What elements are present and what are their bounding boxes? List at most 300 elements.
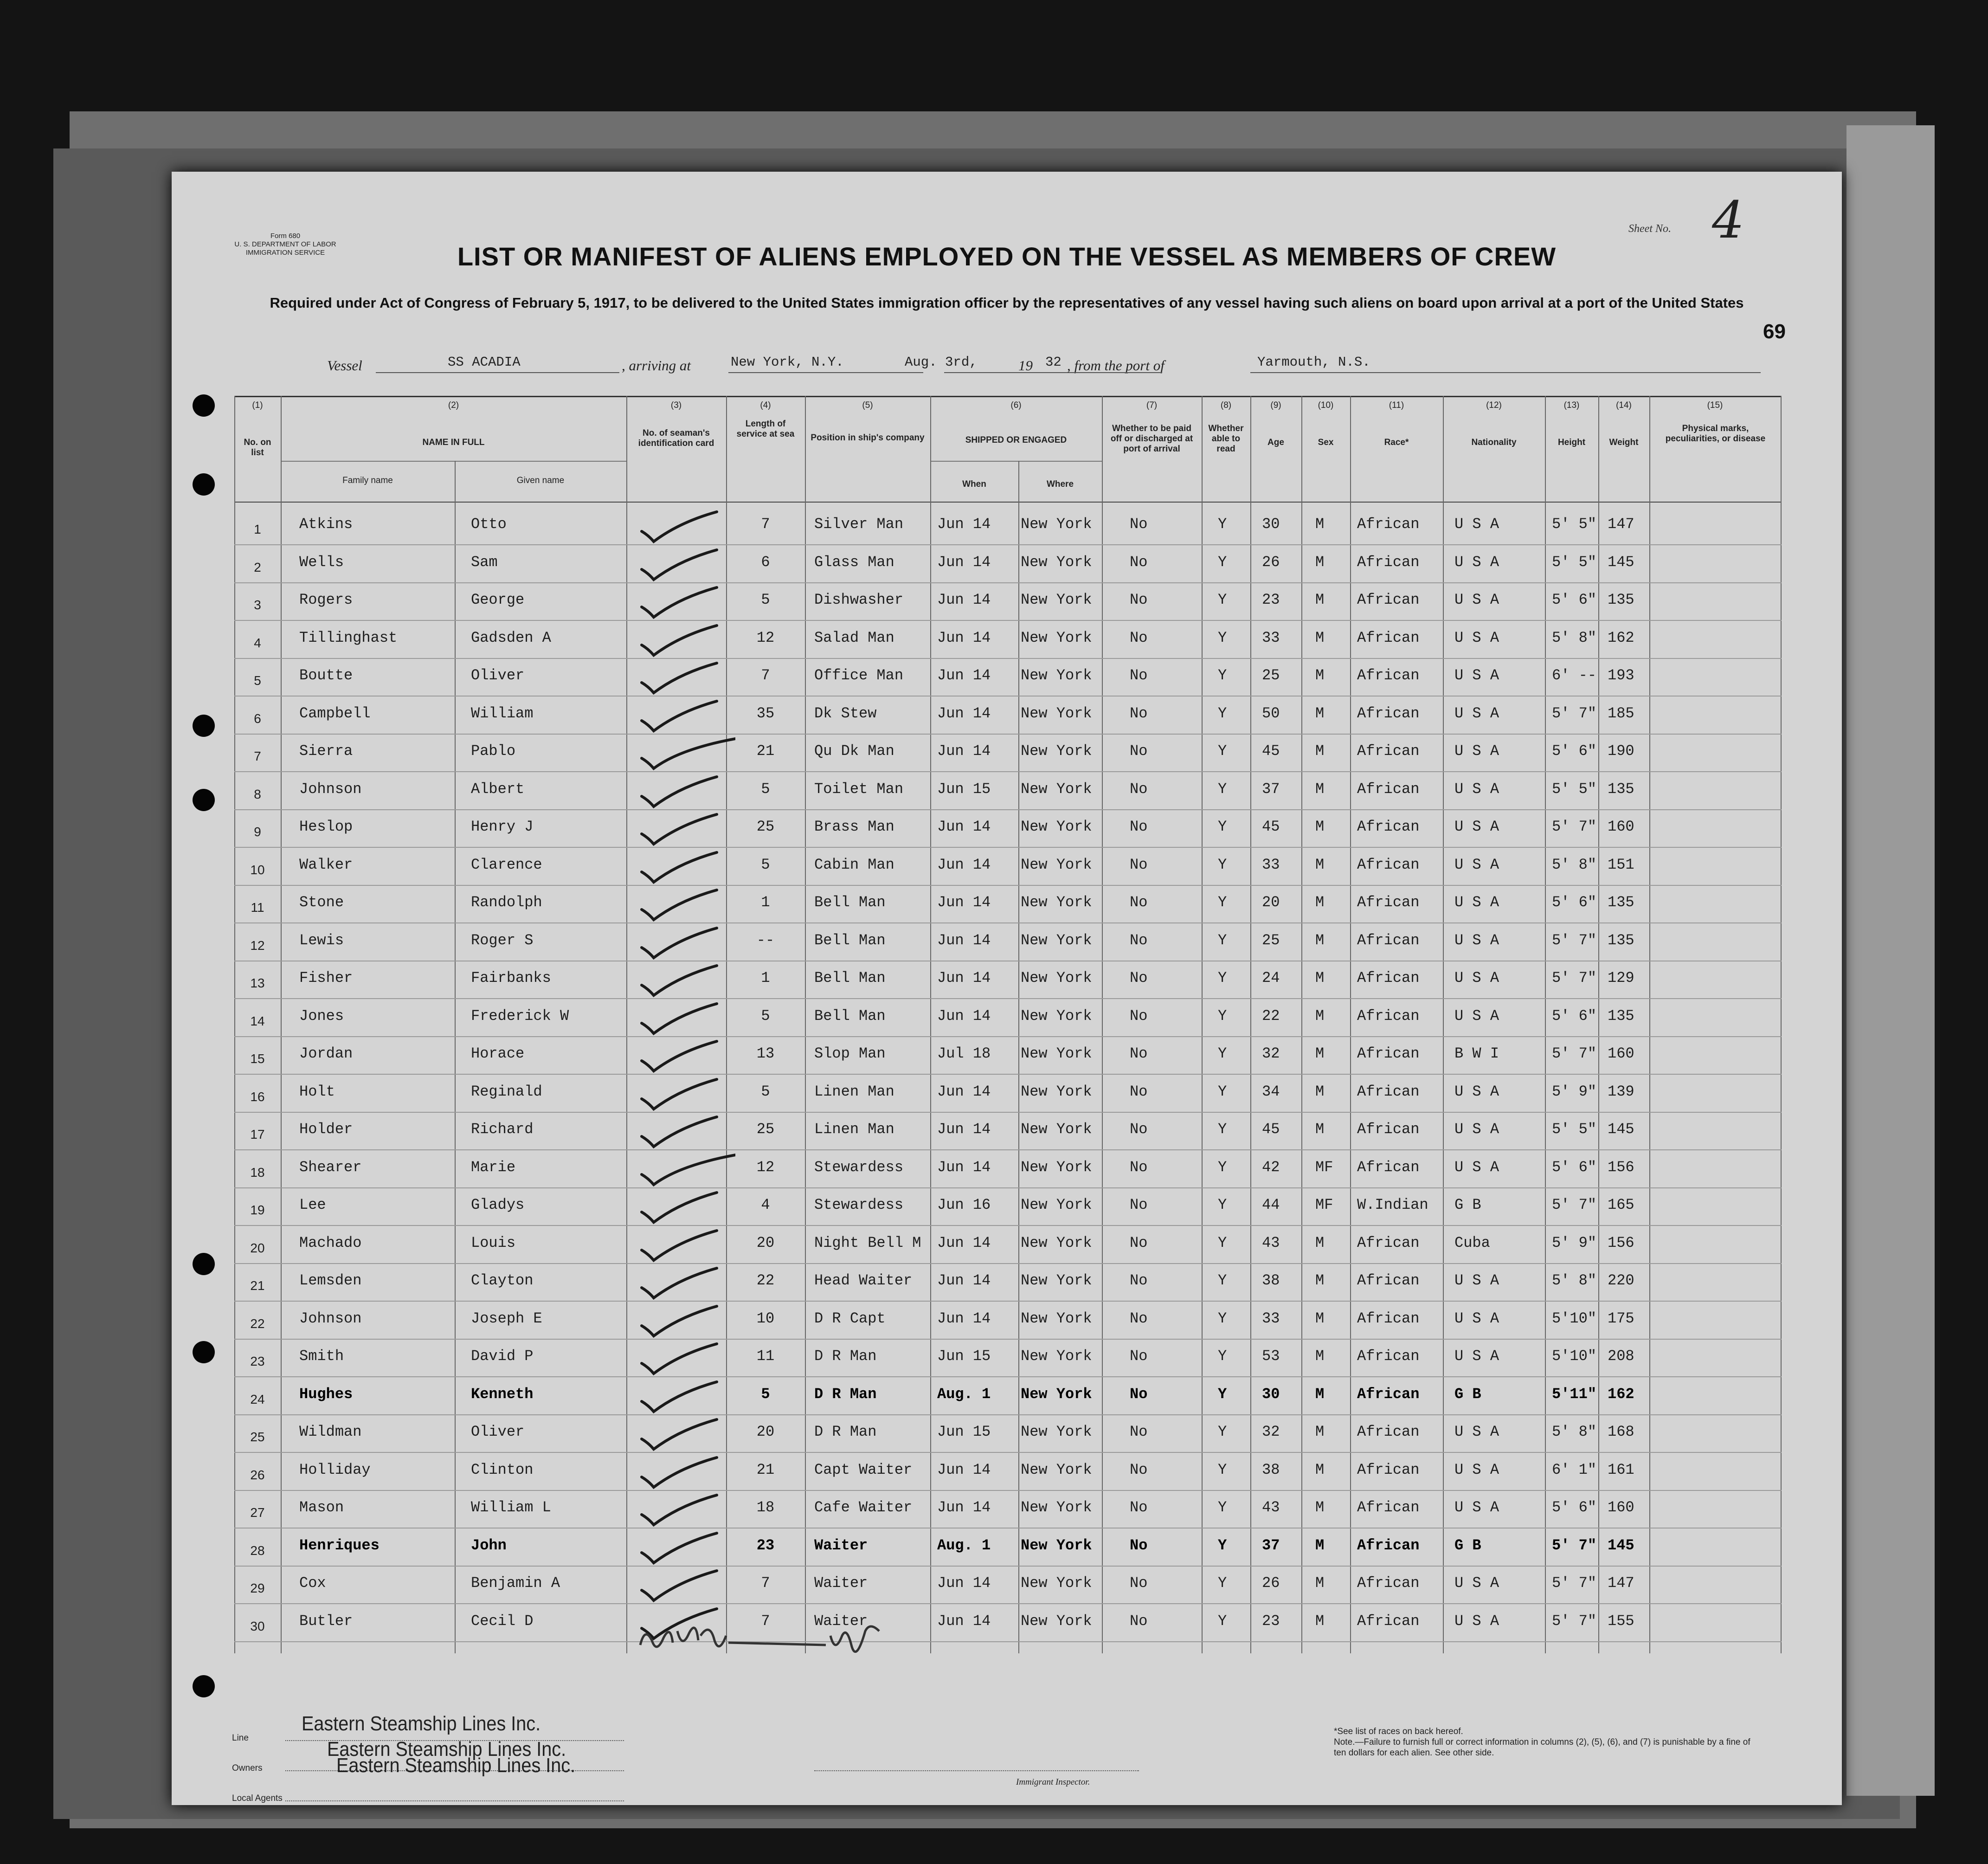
able-to-read: Y bbox=[1218, 1574, 1227, 1592]
shipped-where: New York bbox=[1021, 894, 1092, 911]
table-row bbox=[234, 1226, 1782, 1264]
col-num-9: (9) bbox=[1270, 400, 1281, 410]
height: 5'10" bbox=[1552, 1309, 1597, 1327]
check-mark-icon bbox=[638, 1491, 735, 1529]
family-name: Jones bbox=[299, 1007, 344, 1025]
name-subrule bbox=[281, 461, 626, 462]
race: African bbox=[1357, 818, 1420, 835]
length-of-service: 35 bbox=[756, 704, 775, 722]
paid-off: No bbox=[1130, 1348, 1148, 1365]
sheet-label: Sheet No. bbox=[1628, 223, 1671, 235]
shipped-where: New York bbox=[1021, 1536, 1092, 1554]
page-subtitle: Required under Act of Congress of February 5, 1917, to be delivered to the United States immigration officer by the representatives of any vessel having such aliens on board upon arrival at a port of the United States bbox=[270, 295, 1744, 311]
race: African bbox=[1357, 1083, 1420, 1100]
able-to-read: Y bbox=[1218, 818, 1227, 835]
table-row bbox=[234, 1264, 1782, 1302]
header-family-name: Family name bbox=[342, 476, 393, 485]
table-row bbox=[234, 734, 1782, 772]
able-to-read: Y bbox=[1218, 1309, 1227, 1327]
shipped-where: New York bbox=[1021, 1083, 1092, 1100]
paid-off: No bbox=[1130, 742, 1148, 760]
inspector-rule bbox=[814, 1770, 1139, 1771]
punch-hole bbox=[193, 715, 215, 737]
position: Linen Man bbox=[814, 1121, 894, 1138]
table-row bbox=[234, 1566, 1782, 1604]
given-name: Cecil D bbox=[471, 1612, 534, 1630]
table-row bbox=[234, 1112, 1782, 1150]
table-row bbox=[234, 1075, 1782, 1113]
shipped-when: Jun 14 bbox=[937, 1007, 991, 1025]
check-mark-icon bbox=[638, 1076, 735, 1113]
race: W.Indian bbox=[1357, 1196, 1428, 1213]
shipped-where: New York bbox=[1021, 1007, 1092, 1025]
row-number: 24 bbox=[250, 1392, 265, 1406]
position: Slop Man bbox=[814, 1045, 886, 1062]
col-num-5: (5) bbox=[862, 400, 873, 410]
race: African bbox=[1357, 742, 1420, 760]
family-name: Lewis bbox=[299, 931, 344, 949]
header-able-read: Whether able to read bbox=[1208, 424, 1244, 454]
row-number: 15 bbox=[250, 1051, 265, 1066]
able-to-read: Y bbox=[1218, 894, 1227, 911]
given-name: David P bbox=[471, 1348, 534, 1365]
family-name: Tillinghast bbox=[299, 629, 398, 646]
age: 33 bbox=[1262, 629, 1280, 646]
table-row bbox=[234, 658, 1782, 697]
check-mark-icon bbox=[638, 1416, 735, 1453]
able-to-read: Y bbox=[1218, 1158, 1227, 1176]
row-number: 11 bbox=[251, 900, 264, 915]
sex: M bbox=[1315, 1083, 1325, 1100]
age: 38 bbox=[1262, 1272, 1280, 1289]
header-when: When bbox=[962, 479, 986, 489]
row-number: 12 bbox=[250, 938, 265, 953]
sex: M bbox=[1315, 1385, 1325, 1403]
height: 5' 9" bbox=[1552, 1083, 1597, 1100]
sex: M bbox=[1315, 969, 1325, 987]
position: Toilet Man bbox=[814, 780, 904, 798]
shipped-when: Jun 14 bbox=[937, 1612, 991, 1630]
family-name: Lemsden bbox=[299, 1272, 362, 1289]
check-mark-icon bbox=[638, 1378, 735, 1415]
height: 5' 7" bbox=[1552, 969, 1597, 987]
given-name: Frederick W bbox=[471, 1007, 569, 1025]
nationality: U S A bbox=[1454, 1574, 1499, 1592]
paid-off: No bbox=[1130, 553, 1148, 571]
sex: M bbox=[1315, 591, 1325, 608]
age: 44 bbox=[1262, 1196, 1280, 1213]
length-of-service: 5 bbox=[761, 1083, 770, 1100]
shipped-when: Aug. 1 bbox=[937, 1536, 991, 1554]
able-to-read: Y bbox=[1218, 1499, 1227, 1516]
able-to-read: Y bbox=[1218, 1234, 1227, 1251]
vessel-label: Vessel bbox=[327, 357, 362, 374]
nationality: B W I bbox=[1454, 1045, 1499, 1062]
weight: 156 bbox=[1608, 1234, 1634, 1251]
length-of-service: 21 bbox=[756, 1461, 775, 1478]
given-name: Sam bbox=[471, 553, 498, 571]
year-prefix: 19 bbox=[1018, 357, 1033, 374]
able-to-read: Y bbox=[1218, 1007, 1227, 1025]
shipped-when: Jun 14 bbox=[937, 1574, 991, 1592]
position: Head Waiter bbox=[814, 1272, 913, 1289]
arriving-underline bbox=[728, 372, 923, 373]
height: 5' 7" bbox=[1552, 818, 1597, 835]
length-of-service: 12 bbox=[756, 629, 775, 646]
given-name: Otto bbox=[471, 516, 507, 533]
race: African bbox=[1357, 1348, 1420, 1365]
check-mark-icon bbox=[638, 1151, 735, 1188]
paid-off: No bbox=[1130, 894, 1148, 911]
age: 25 bbox=[1262, 667, 1280, 684]
header-length-service: Length of service at sea bbox=[736, 419, 795, 439]
header-no-on-list: No. on list bbox=[244, 438, 271, 458]
row-number: 23 bbox=[250, 1354, 265, 1368]
family-name: Heslop bbox=[299, 818, 353, 835]
weight: 155 bbox=[1608, 1612, 1634, 1630]
position: D R Man bbox=[814, 1423, 877, 1440]
paid-off: No bbox=[1130, 1612, 1148, 1630]
given-name: Gadsden A bbox=[471, 629, 551, 646]
shipped-where: New York bbox=[1021, 629, 1092, 646]
shipped-where: New York bbox=[1021, 1196, 1092, 1213]
sex: M bbox=[1315, 516, 1325, 533]
position: Office Man bbox=[814, 667, 904, 684]
check-mark-icon bbox=[638, 1567, 735, 1604]
sex: M bbox=[1315, 1612, 1325, 1630]
nationality: U S A bbox=[1454, 742, 1499, 760]
arrival-date: Aug. 3rd, bbox=[905, 355, 978, 370]
position: Cafe Waiter bbox=[814, 1499, 913, 1516]
age: 53 bbox=[1262, 1348, 1280, 1365]
family-name: Wildman bbox=[299, 1423, 362, 1440]
crew-table bbox=[234, 396, 1782, 1653]
height: 5' 7" bbox=[1552, 931, 1597, 949]
height: 5' 6" bbox=[1552, 742, 1597, 760]
given-name: Pablo bbox=[471, 742, 516, 760]
weight: 161 bbox=[1608, 1461, 1634, 1478]
length-of-service: -- bbox=[756, 931, 775, 949]
nationality: U S A bbox=[1454, 1348, 1499, 1365]
family-name: Hughes bbox=[299, 1385, 353, 1403]
header-nationality: Nationality bbox=[1471, 438, 1517, 447]
col-num-6: (6) bbox=[1010, 400, 1022, 410]
weight: 185 bbox=[1608, 704, 1634, 722]
row-number: 1 bbox=[254, 522, 261, 536]
paid-off: No bbox=[1130, 856, 1148, 873]
row-number: 21 bbox=[250, 1278, 265, 1293]
sex: M bbox=[1315, 856, 1325, 873]
able-to-read: Y bbox=[1218, 629, 1227, 646]
shipped-when: Jun 14 bbox=[937, 742, 991, 760]
weight: 156 bbox=[1608, 1158, 1634, 1176]
position: Bell Man bbox=[814, 894, 886, 911]
shipped-when: Jun 14 bbox=[937, 931, 991, 949]
col-num-7: (7) bbox=[1146, 400, 1158, 410]
family-name: Holliday bbox=[299, 1461, 371, 1478]
paid-off: No bbox=[1130, 1007, 1148, 1025]
table-row bbox=[234, 999, 1782, 1037]
height: 6' -- bbox=[1552, 667, 1597, 684]
shipped-where: New York bbox=[1021, 1272, 1092, 1289]
given-name: Gladys bbox=[471, 1196, 525, 1213]
shipped-when: Jul 18 bbox=[937, 1045, 991, 1062]
table-row bbox=[234, 1339, 1782, 1377]
shipped-where: New York bbox=[1021, 1499, 1092, 1516]
footnotes bbox=[1334, 1726, 1761, 1758]
position: Dishwasher bbox=[814, 591, 904, 608]
nationality: U S A bbox=[1454, 667, 1499, 684]
height: 5' 6" bbox=[1552, 1499, 1597, 1516]
age: 34 bbox=[1262, 1083, 1280, 1100]
shipped-when: Jun 14 bbox=[937, 969, 991, 987]
position: Glass Man bbox=[814, 553, 894, 571]
given-name: William bbox=[471, 704, 534, 722]
check-mark-icon bbox=[638, 1340, 735, 1377]
nationality: U S A bbox=[1454, 591, 1499, 608]
given-name: Fairbanks bbox=[471, 969, 551, 987]
able-to-read: Y bbox=[1218, 742, 1227, 760]
punch-hole bbox=[193, 1253, 215, 1275]
weight: 162 bbox=[1608, 629, 1634, 646]
nationality: U S A bbox=[1454, 818, 1499, 835]
header-where: Where bbox=[1046, 479, 1074, 489]
race: African bbox=[1357, 856, 1420, 873]
nationality: U S A bbox=[1454, 894, 1499, 911]
race: African bbox=[1357, 1385, 1420, 1403]
header-height: Height bbox=[1557, 438, 1586, 447]
family-name: Machado bbox=[299, 1234, 362, 1251]
weight: 145 bbox=[1608, 553, 1634, 571]
given-name: Clinton bbox=[471, 1461, 534, 1478]
table-row bbox=[234, 583, 1782, 621]
from-label: , from the port of bbox=[1067, 357, 1164, 374]
family-name: Shearer bbox=[299, 1158, 362, 1176]
col-num-8: (8) bbox=[1220, 400, 1232, 410]
length-of-service: 22 bbox=[756, 1272, 775, 1289]
race: African bbox=[1357, 780, 1420, 798]
shipped-when: Jun 14 bbox=[937, 667, 991, 684]
weight: 165 bbox=[1608, 1196, 1634, 1213]
paid-off: No bbox=[1130, 1385, 1148, 1403]
shipped-when: Jun 14 bbox=[937, 1121, 991, 1138]
shipped-when: Jun 14 bbox=[937, 516, 991, 533]
sex: M bbox=[1315, 1461, 1325, 1478]
race: African bbox=[1357, 1499, 1420, 1516]
height: 5' 7" bbox=[1552, 1536, 1597, 1554]
weight: 139 bbox=[1608, 1083, 1634, 1100]
position: Cabin Man bbox=[814, 856, 894, 873]
line-label: Line bbox=[232, 1733, 249, 1743]
check-mark-icon bbox=[638, 1113, 735, 1150]
age: 43 bbox=[1262, 1234, 1280, 1251]
height: 5' 8" bbox=[1552, 629, 1597, 646]
sex: M bbox=[1315, 1272, 1325, 1289]
age: 45 bbox=[1262, 1121, 1280, 1138]
family-name: Henriques bbox=[299, 1536, 380, 1554]
table-top-rule bbox=[234, 396, 1782, 397]
race: African bbox=[1357, 704, 1420, 722]
check-mark-icon bbox=[638, 886, 735, 923]
arriving-label: , arriving at bbox=[622, 357, 691, 374]
given-name: John bbox=[471, 1536, 507, 1554]
table-row bbox=[234, 1377, 1782, 1415]
year-underline bbox=[1060, 372, 1086, 373]
col-num-4: (4) bbox=[760, 400, 771, 410]
owners-signature-overlap: Eastern Steamship Lines Inc. bbox=[336, 1754, 576, 1777]
table-row bbox=[234, 1490, 1782, 1529]
weight: 135 bbox=[1608, 931, 1634, 949]
punch-hole bbox=[193, 1341, 215, 1363]
able-to-read: Y bbox=[1218, 704, 1227, 722]
position: Brass Man bbox=[814, 818, 894, 835]
family-name: Rogers bbox=[299, 591, 353, 608]
sex: MF bbox=[1315, 1196, 1333, 1213]
check-mark-icon bbox=[638, 773, 735, 810]
table-row bbox=[234, 923, 1782, 961]
line-signature: Eastern Steamship Lines Inc. bbox=[302, 1712, 541, 1735]
age: 43 bbox=[1262, 1499, 1280, 1516]
length-of-service: 21 bbox=[756, 742, 775, 760]
position: Salad Man bbox=[814, 629, 894, 646]
sex: M bbox=[1315, 894, 1325, 911]
weight: 190 bbox=[1608, 742, 1634, 760]
age: 50 bbox=[1262, 704, 1280, 722]
weight: 193 bbox=[1608, 667, 1634, 684]
height: 5'11" bbox=[1552, 1385, 1597, 1403]
sex: M bbox=[1315, 1121, 1325, 1138]
able-to-read: Y bbox=[1218, 969, 1227, 987]
family-name: Fisher bbox=[299, 969, 353, 987]
nationality: U S A bbox=[1454, 856, 1499, 873]
row-number: 6 bbox=[254, 711, 261, 726]
race: African bbox=[1357, 931, 1420, 949]
check-mark-icon bbox=[638, 849, 735, 886]
service: IMMIGRATION SERVICE bbox=[245, 249, 325, 257]
race: African bbox=[1357, 629, 1420, 646]
length-of-service: 23 bbox=[756, 1536, 775, 1554]
nationality: U S A bbox=[1454, 629, 1499, 646]
paid-off: No bbox=[1130, 1423, 1148, 1440]
race: African bbox=[1357, 553, 1420, 571]
position: Bell Man bbox=[814, 969, 886, 987]
col-num-11: (11) bbox=[1389, 400, 1404, 410]
shipped-where: New York bbox=[1021, 667, 1092, 684]
shipped-when: Jun 14 bbox=[937, 704, 991, 722]
shipped-where: New York bbox=[1021, 591, 1092, 608]
owners-signature: Eastern Steamship Lines Inc. bbox=[327, 1738, 566, 1761]
check-mark-icon bbox=[638, 962, 735, 999]
sex: MF bbox=[1315, 1158, 1333, 1176]
age: 23 bbox=[1262, 591, 1280, 608]
check-mark-icon bbox=[638, 1189, 735, 1226]
age: 30 bbox=[1262, 1385, 1280, 1403]
able-to-read: Y bbox=[1218, 516, 1227, 533]
given-name: Marie bbox=[471, 1158, 516, 1176]
height: 5' 7" bbox=[1552, 1574, 1597, 1592]
age: 45 bbox=[1262, 742, 1280, 760]
shipped-when: Jun 14 bbox=[937, 1309, 991, 1327]
race: African bbox=[1357, 667, 1420, 684]
row-number: 19 bbox=[250, 1203, 265, 1217]
able-to-read: Y bbox=[1218, 1196, 1227, 1213]
nationality: U S A bbox=[1454, 516, 1499, 533]
shipped-when: Jun 14 bbox=[937, 1461, 991, 1478]
shipped-where: New York bbox=[1021, 1461, 1092, 1478]
shipped-when: Jun 15 bbox=[937, 1423, 991, 1440]
family-name: Butler bbox=[299, 1612, 353, 1630]
row-number: 9 bbox=[254, 825, 261, 839]
age: 22 bbox=[1262, 1007, 1280, 1025]
height: 5' 6" bbox=[1552, 894, 1597, 911]
length-of-service: 1 bbox=[761, 969, 770, 987]
row-number: 7 bbox=[254, 749, 261, 763]
position: Waiter bbox=[814, 1574, 868, 1592]
weight: 135 bbox=[1608, 591, 1634, 608]
height: 5' 7" bbox=[1552, 1612, 1597, 1630]
length-of-service: 5 bbox=[761, 856, 770, 873]
family-name: Campbell bbox=[299, 704, 371, 722]
nationality: U S A bbox=[1454, 969, 1499, 987]
check-mark-icon bbox=[638, 659, 735, 697]
shipped-when: Jun 14 bbox=[937, 1083, 991, 1100]
table-row bbox=[234, 1150, 1782, 1188]
row-number: 18 bbox=[250, 1165, 265, 1180]
age: 25 bbox=[1262, 931, 1280, 949]
length-of-service: 18 bbox=[756, 1499, 775, 1516]
nationality: U S A bbox=[1454, 1309, 1499, 1327]
punch-hole bbox=[193, 789, 215, 811]
shipped-when: Jun 14 bbox=[937, 553, 991, 571]
sex: M bbox=[1315, 780, 1325, 798]
shipped-when: Jun 14 bbox=[937, 856, 991, 873]
weight: 175 bbox=[1608, 1309, 1634, 1327]
paid-off: No bbox=[1130, 1499, 1148, 1516]
position: Silver Man bbox=[814, 516, 904, 533]
row-number: 20 bbox=[250, 1240, 265, 1255]
age: 30 bbox=[1262, 516, 1280, 533]
nationality: U S A bbox=[1454, 1461, 1499, 1478]
sex: M bbox=[1315, 704, 1325, 722]
able-to-read: Y bbox=[1218, 667, 1227, 684]
race: African bbox=[1357, 1007, 1420, 1025]
able-to-read: Y bbox=[1218, 1385, 1227, 1403]
shipped-where: New York bbox=[1021, 1574, 1092, 1592]
paid-off: No bbox=[1130, 969, 1148, 987]
race: African bbox=[1357, 1158, 1420, 1176]
nationality: U S A bbox=[1454, 1612, 1499, 1630]
form-number: Form 680 bbox=[270, 232, 301, 240]
table-row bbox=[234, 1302, 1782, 1340]
able-to-read: Y bbox=[1218, 591, 1227, 608]
weight: 160 bbox=[1608, 1499, 1634, 1516]
age: 45 bbox=[1262, 818, 1280, 835]
position: Waiter bbox=[814, 1612, 868, 1630]
table-row bbox=[234, 810, 1782, 848]
races-note: *See list of races on back hereof. bbox=[1334, 1727, 1463, 1736]
row-number: 10 bbox=[250, 862, 265, 877]
paid-off: No bbox=[1130, 1309, 1148, 1327]
vessel-name: SS ACADIA bbox=[448, 355, 521, 370]
paid-off: No bbox=[1130, 1121, 1148, 1138]
table-row bbox=[234, 848, 1782, 886]
given-name: Roger S bbox=[471, 931, 534, 949]
age: 42 bbox=[1262, 1158, 1280, 1176]
nationality: U S A bbox=[1454, 780, 1499, 798]
shipped-when: Jun 14 bbox=[937, 1158, 991, 1176]
check-mark-icon bbox=[638, 697, 735, 735]
row-number: 8 bbox=[254, 787, 261, 801]
